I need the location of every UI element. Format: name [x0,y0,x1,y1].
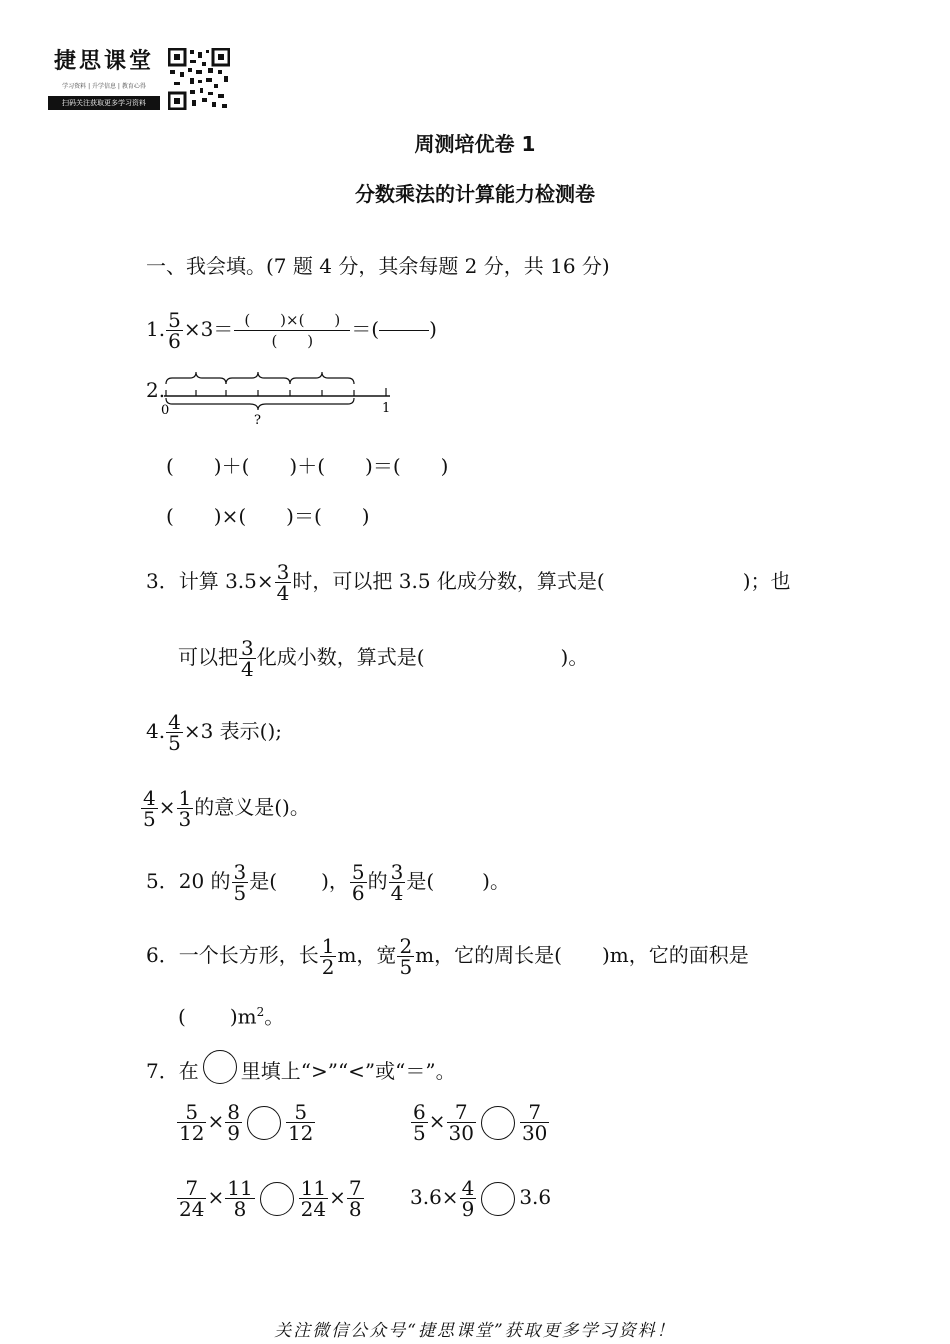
q7-item-1: $\frac{5}{12}$ × $\frac{8}{9}$ $\frac{5}{12}$ [179,1100,314,1145]
q1-fraction: $\frac{5}{6}$ [168,308,181,353]
question-3-line-2: 可以把 $\frac{3}{4}$ 化成小数，算式是( )。 [178,636,589,681]
brace-3 [290,372,354,384]
q7-item-2: $\frac{6}{5}$ × $\frac{7}{30}$ $\frac{7}{30}$ [413,1100,548,1145]
brace-1 [166,372,226,384]
answer-circle[interactable] [260,1182,294,1216]
q1-prefix: 1. [146,317,166,341]
answer-circle[interactable] [481,1182,515,1216]
logo-title: 捷思课堂 [53,49,154,74]
compare-circle-icon [203,1050,237,1084]
answer-circle[interactable] [247,1106,281,1140]
question-4-line-2: $\frac{4}{5}$ × $\frac{1}{3}$ 的意义是()。 [143,786,310,831]
q1-times: ×3＝ [183,317,234,341]
one-label: 1 [382,401,391,416]
answer-circle[interactable] [481,1106,515,1140]
brace-bottom [166,398,354,410]
question-5: 5．20 的 $\frac{3}{5}$ 是( )， $\frac{5}{6}$ 的 $\frac{3}{4}$ 是( )。 [146,860,510,905]
question-6-line-2: ( )$m^2$。 [178,1004,285,1029]
q1-equals: ＝( [351,317,380,341]
q7-item-4: 3.6× $\frac{4}{9}$ 3.6 [410,1176,552,1221]
q7-item-3: $\frac{7}{24}$ × $\frac{11}{8}$ $\frac{11}{24}$ × $\frac{7}{8}$ [179,1176,362,1221]
q1-tail: ) [429,317,437,341]
q2-row-1: ( )＋( )＋( )＝( ) [166,454,449,478]
question-3-line-1: 3．计算 3.5× $\frac{3}{4}$ 时，可以把 3.5 化成分数，算式是( )；也 [146,560,791,605]
section-heading: 一、我会填。(7 题 4 分，其余每题 2 分，共 16 分) [146,254,610,278]
zero-label: 0 [161,403,170,418]
question-4-line-1: 4. $\frac{4}{5}$ ×3 表示(); [146,710,283,755]
logo-bar: 扫码关注获取更多学习资料 [48,96,160,110]
question-7-heading: 7．在 里填上“>”“<”或“＝”。 [146,1050,456,1084]
question-mark-label: ? [254,413,261,428]
q2-row-2: ( )×( )＝( ) [166,504,370,528]
brace-2 [226,372,290,384]
qr-code-icon [168,48,230,110]
page-title: 周测培优卷 1 [414,132,536,156]
footer-text: 关注微信公众号“捷思课堂”获取更多学习资料！ [274,1321,676,1341]
question-1 [146,310,437,351]
q3-fraction: $\frac{3}{4}$ [276,560,290,605]
logo-subtitle: 学习资料 | 升学信息 | 教育心得 [62,83,146,90]
question-6-line-1: 6．一个长方形，长 $\frac{1}{2}$ m，宽 $\frac{2}{5}$ m，它的周长是( )m，它的面积是 [146,934,749,979]
page-subtitle: 分数乘法的计算能力检测卷 [355,182,595,206]
q2-label: 2. [146,378,166,402]
number-line-diagram [158,370,398,430]
q1-expression-fraction: $\frac{( )\times( )}{( )}$ [234,310,350,351]
q3-fraction-2: $\frac{3}{4}$ [241,636,254,681]
q1-answer-line [379,330,429,331]
ticks [166,388,386,396]
logo [48,44,160,110]
